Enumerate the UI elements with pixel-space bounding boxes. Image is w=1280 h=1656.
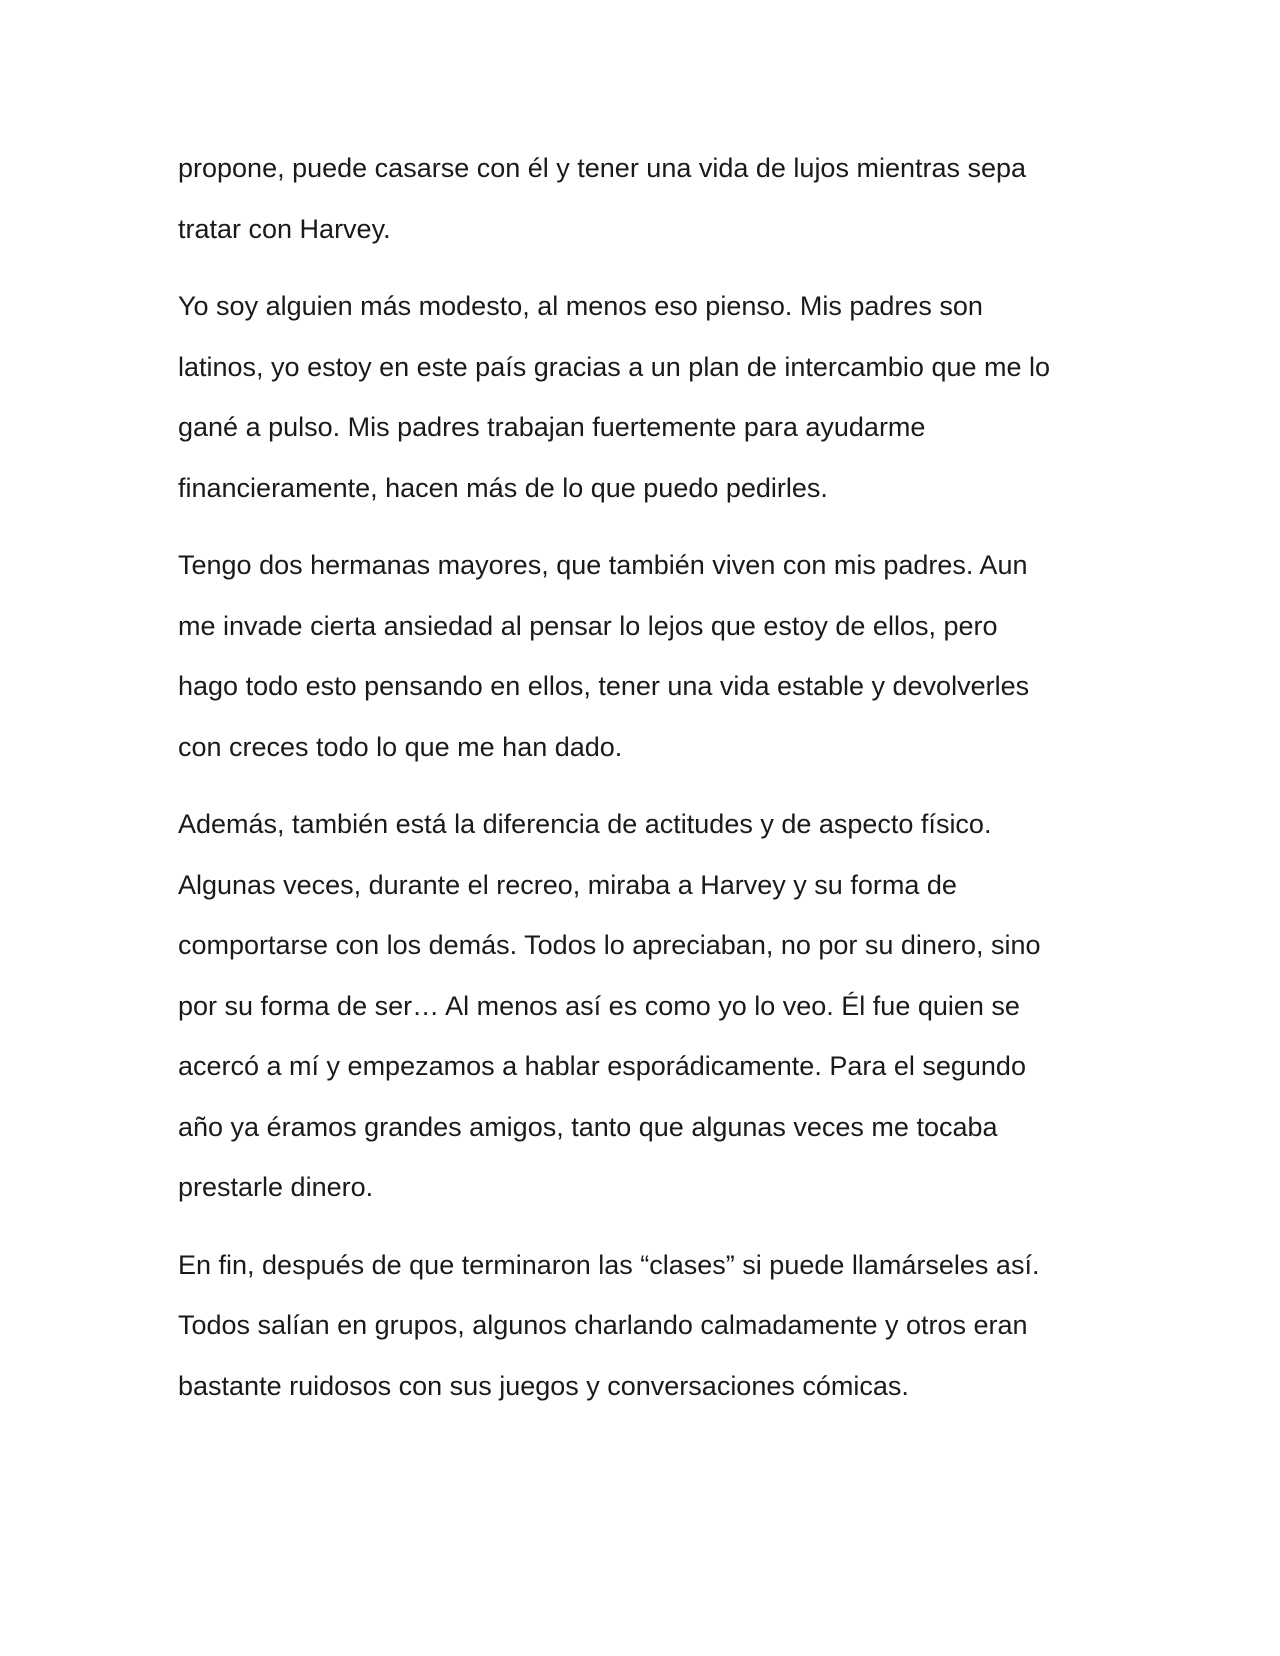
text-line: Todos salían en grupos, algunos charlando calmadamente y otros eran (178, 1310, 1028, 1340)
text-line: prestarle dinero. (178, 1172, 374, 1202)
text-line: gané a pulso. Mis padres trabajan fuertemente para ayudarme (178, 412, 926, 442)
text-line: propone, puede casarse con él y tener una vida de lujos mientras sepa (178, 153, 1027, 183)
text-line: Algunas veces, durante el recreo, miraba a Harvey y su forma de (178, 869, 957, 900)
paragraph-2 (178, 276, 1118, 518)
text-line: tratar con Harvey. (178, 213, 391, 244)
text-line: Tengo dos hermanas mayores, que también viven con mis padres. Aun (178, 550, 1028, 580)
text-line: comportarse con los demás. Todos lo apreciaban, no por su dinero, sino (178, 930, 1041, 960)
text-line: con creces todo lo que me han dado. (178, 731, 623, 762)
text-line: latinos, yo estoy en este país gracias a un plan de intercambio que me lo (178, 351, 1051, 382)
text-line: me invade cierta ansiedad al pensar lo lejos que estoy de ellos, pero (178, 610, 998, 641)
paragraph-5 (178, 1235, 1118, 1417)
text-line: Además, también está la diferencia de actitudes y de aspecto físico. (178, 809, 992, 839)
text-line: acercó a mí y empezamos a hablar esporádicamente. Para el segundo (178, 1051, 1026, 1081)
paragraph-1 (178, 138, 1118, 259)
text-line: hago todo esto pensando en ellos, tener una vida estable y devolverles (178, 671, 1030, 701)
paragraph-3 (178, 535, 1118, 777)
text-line: bastante ruidosos con sus juegos y conversaciones cómicas. (178, 1370, 909, 1401)
text-line: por su forma de ser… Al menos así es como yo lo veo. Él fue quien se (178, 990, 1020, 1021)
document-body (178, 138, 1118, 1433)
text-line: En fin, después de que terminaron las “clases” si puede llamárseles así. (178, 1249, 1040, 1280)
text-line: financieramente, hacen más de lo que puedo pedirles. (178, 472, 828, 503)
paragraph-4 (178, 794, 1118, 1218)
text-line: Yo soy alguien más modesto, al menos eso pienso. Mis padres son (178, 291, 983, 321)
text-line: año ya éramos grandes amigos, tanto que algunas veces me tocaba (178, 1111, 998, 1142)
